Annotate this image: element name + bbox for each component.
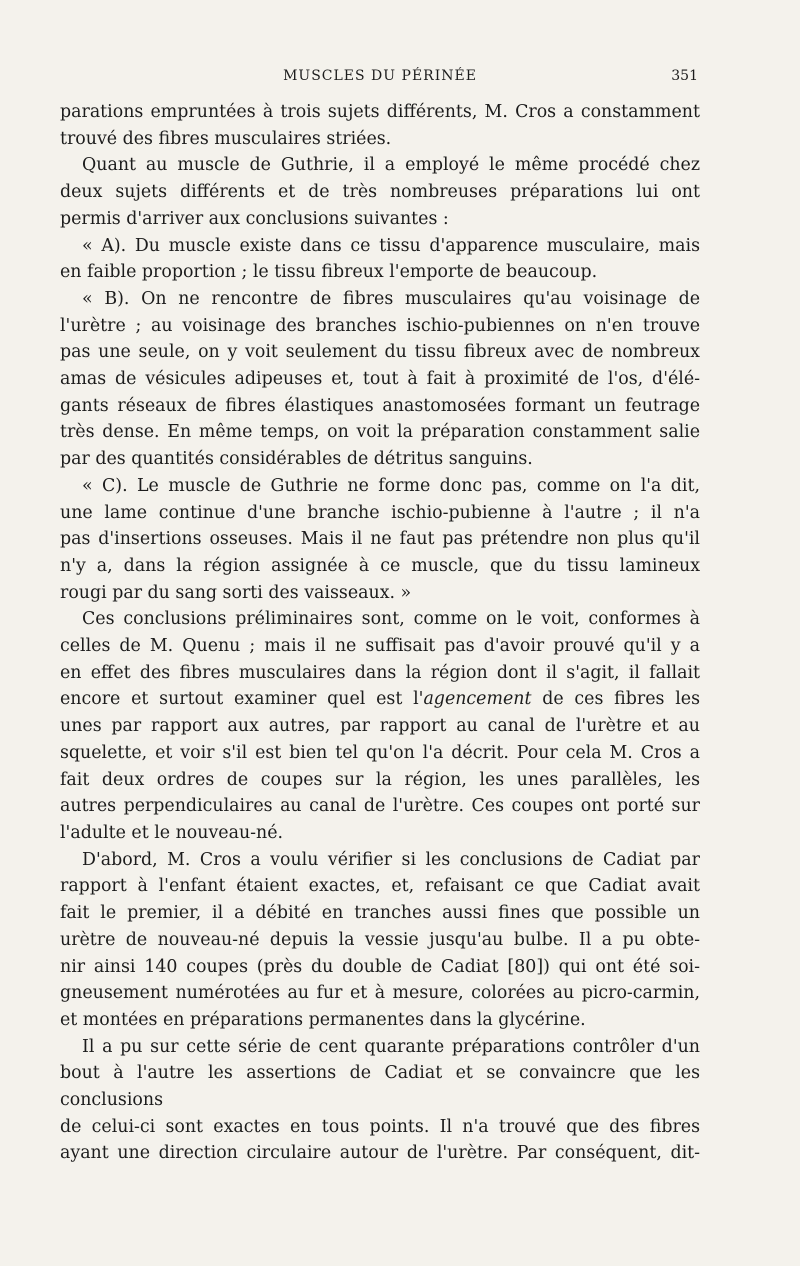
text-line: D'abord, M. Cros a voulu vérifier si les conclusions de Cadiat par	[82, 849, 700, 870]
text-line: permis d'arriver aux conclusions suivantes :	[60, 208, 449, 229]
text-line: une lame continue d'une branche ischio-pubienne à l'autre ; il n'a	[60, 502, 700, 523]
text-line: trouvé des fibres musculaires striées.	[60, 128, 392, 149]
text-line: amas de vésicules adipeuses et, tout à fait à proximité de l'os, d'élé-	[60, 369, 700, 390]
text-line: rougi par du sang sorti des vaisseaux. »	[60, 582, 412, 603]
text-line: pas d'insertions osseuses. Mais il ne faut pas prétendre non plus qu'il	[60, 529, 700, 550]
text-line: de celui-ci sont exactes en tous points. Il n'a trouvé que des fibres	[60, 1116, 700, 1137]
text-line: n'y a, dans la région assignée à ce muscle, que du tissu lamineux	[60, 555, 700, 576]
text-line: nir ainsi 140 coupes (près du double de Cadiat [80]) qui ont été soi-	[60, 956, 700, 977]
text-line: l'urètre ; au voisinage des branches ischio-pubiennes on n'en trouve	[60, 315, 700, 336]
page-header	[60, 66, 700, 90]
text-line: parations empruntées à trois sujets différents, M. Cros a constamment	[60, 102, 700, 122]
body-text	[60, 99, 700, 1167]
text-line: « B). On ne rencontre de fibres musculaires qu'au voisinage de	[82, 288, 700, 309]
text-line: très dense. En même temps, on voit la préparation constamment salie	[60, 422, 700, 443]
text-line: « C). Le muscle de Guthrie ne forme donc pas, comme on l'a dit,	[82, 475, 700, 496]
text-line: l'adulte et le nouveau-né.	[60, 822, 284, 843]
text-line: Quant au muscle de Guthrie, il a employé le même procédé chez	[82, 155, 700, 176]
text-line: et montées en préparations permanentes dans la glycérine.	[60, 1009, 586, 1030]
text-line: bout à l'autre les assertions de Cadiat et se convaincre que les conclusions	[60, 1063, 700, 1111]
text-line: autres perpendiculaires au canal de l'urètre. Ces coupes ont porté sur	[60, 796, 700, 817]
text-line: celles de M. Quenu ; mais il ne suffisait pas d'avoir prouvé qu'il y a	[60, 636, 700, 657]
emphasis-agencement: agencement	[423, 689, 532, 710]
text-line: fait le premier, il a débité en tranches aussi fines que possible un	[60, 903, 700, 924]
text-line: unes par rapport aux autres, par rapport au canal de l'urètre et au	[60, 716, 700, 737]
text-line: rapport à l'enfant étaient exactes, et, refaisant ce que Cadiat avait	[60, 876, 700, 897]
text-line: en faible proportion ; le tissu fibreux l'emporte de beaucoup.	[60, 262, 598, 283]
text-line: en effet des fibres musculaires dans la région dont il s'agit, il fallait	[60, 662, 700, 683]
text-line: pas une seule, on y voit seulement du tissu fibreux avec de nombreux	[60, 342, 700, 363]
text-line: Il a pu sur cette série de cent quarante préparations contrôler d'un	[82, 1036, 700, 1057]
text-line: « A). Du muscle existe dans ce tissu d'apparence musculaire, mais	[82, 235, 700, 256]
text-line: squelette, et voir s'il est bien tel qu'on l'a décrit. Pour cela M. Cros a	[60, 742, 700, 763]
text-line: fait deux ordres de coupes sur la région, les unes parallèles, les	[60, 769, 700, 790]
running-title: MUSCLES DU PÉRINÉE	[283, 68, 477, 84]
text-line: par des quantités considérables de détritus sanguins.	[60, 449, 533, 470]
text-line: Ces conclusions préliminaires sont, comme on le voit, conformes à	[82, 609, 700, 630]
text-line: urètre de nouveau-né depuis la vessie jusqu'au bulbe. Il a pu obte-	[60, 929, 700, 950]
text-line: deux sujets différents et de très nombreuses préparations lui ont	[60, 182, 700, 203]
text-line-part: encore et surtout examiner quel est l'	[60, 689, 424, 710]
page-number: 351	[671, 68, 698, 84]
text-line: gneusement numérotées au fur et à mesure, colorées au picro-carmin,	[60, 983, 700, 1004]
text-line: gants réseaux de fibres élastiques anastomosées formant un feutrage	[60, 395, 700, 416]
text-line-part: de ces fibres les	[531, 689, 700, 710]
text-line	[60, 686, 700, 713]
text-line: ayant une direction circulaire autour de l'urètre. Par conséquent, dit-	[60, 1143, 700, 1164]
